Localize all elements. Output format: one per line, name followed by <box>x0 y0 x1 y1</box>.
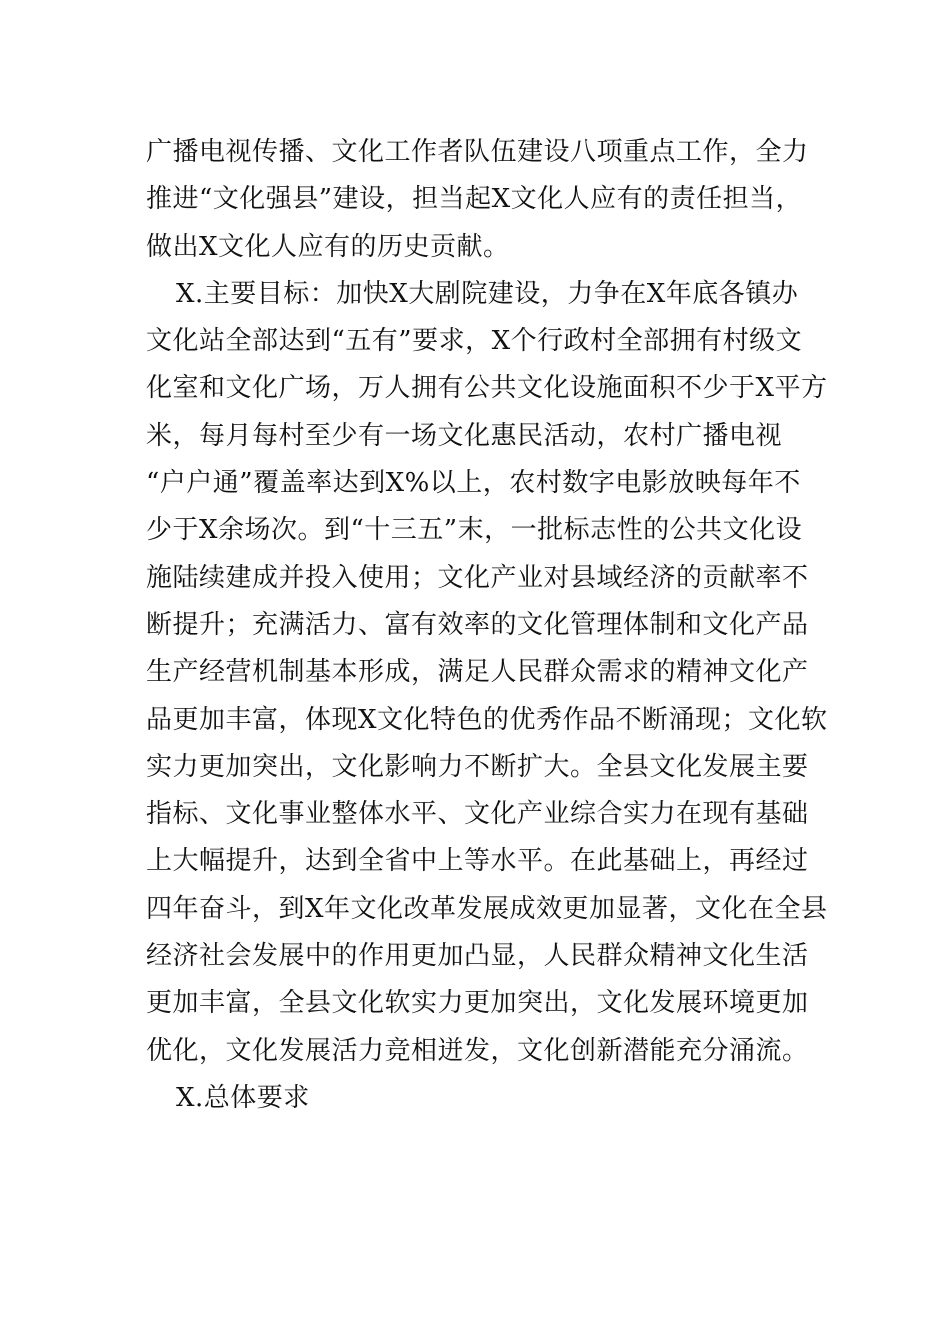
text-line: 广播电视传播、文化工作者队伍建设八项重点工作，全力 <box>146 137 809 167</box>
section-heading-main-goals: X.主要目标：加快X大剧院建设，力争在X年底各镇办 <box>176 278 799 309</box>
body-text <box>146 129 828 1122</box>
text-line: 米，每月每村至少有一场文化惠民活动，农村广播电视 <box>146 420 783 451</box>
section-heading-general-requirements: X.总体要求 <box>176 1082 310 1113</box>
text-line: 实力更加突出，文化影响力不断扩大。全县文化发展主要 <box>146 751 809 782</box>
text-line: 上大幅提升，达到全省中上等水平。在此基础上，再经过 <box>146 846 809 877</box>
text-line: 化室和文化广场，万人拥有公共文化设施面积不少于X平方 <box>146 373 828 404</box>
text-line: 做出X文化人应有的历史贡献。 <box>146 231 510 262</box>
text-line: 文化站全部达到“五有”要求，X个行政村全部拥有村级文 <box>146 326 803 357</box>
text-line: 推进“文化强县”建设，担当起X文化人应有的责任担当， <box>146 184 803 215</box>
text-line: 生产经营机制基本形成，满足人民群众需求的精神文化产 <box>146 657 809 688</box>
text-line: 更加丰富，全县文化软实力更加突出，文化发展环境更加 <box>146 988 809 1019</box>
text-line: 断提升；充满活力、富有效率的文化管理体制和文化产品 <box>146 609 809 640</box>
text-line: 少于X余场次。到“十三五”末，一批标志性的公共文化设 <box>146 515 803 546</box>
text-line: 施陆续建成并投入使用；文化产业对县域经济的贡献率不 <box>146 562 809 593</box>
text-line: 四年奋斗，到X年文化改革发展成效更加显著，文化在全县 <box>146 893 828 924</box>
text-line: “户户通”覆盖率达到X%以上，农村数字电影放映每年不 <box>146 468 801 499</box>
text-line: 经济社会发展中的作用更加凸显，人民群众精神文化生活 <box>146 941 809 972</box>
text-line: 指标、文化事业整体水平、文化产业综合实力在现有基础 <box>146 799 809 830</box>
text-line: 优化，文化发展活力竞相迸发，文化创新潜能充分涌流。 <box>146 1035 809 1066</box>
text-line: 品更加丰富，体现X文化特色的优秀作品不断涌现；文化软 <box>146 704 828 735</box>
